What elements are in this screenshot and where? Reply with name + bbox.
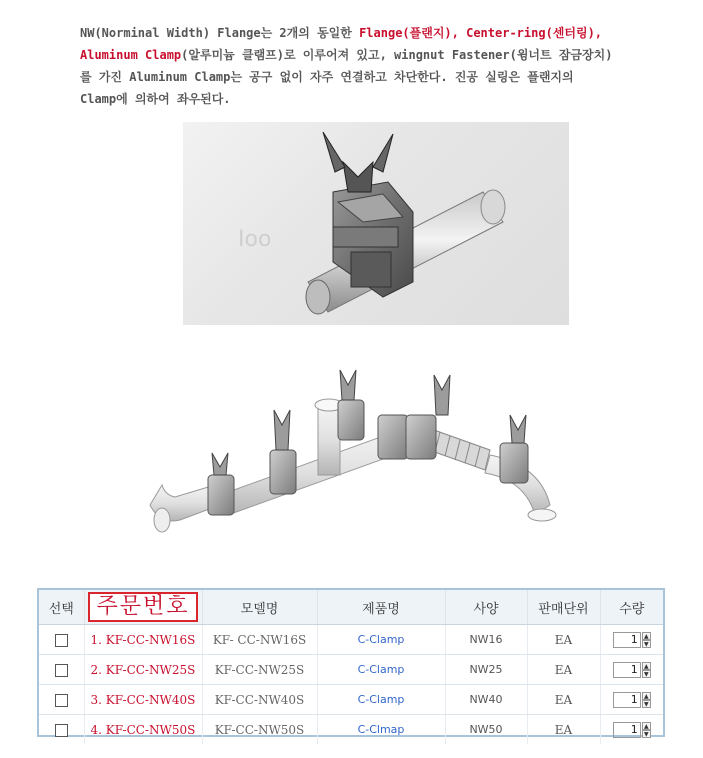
description-line-4: Clamp에 의하여 좌우된다. [80, 92, 231, 106]
clamp-photo-closeup [183, 122, 569, 325]
model-cell: KF-CC-NW40S [202, 685, 317, 715]
photo-watermark: Ioo [238, 227, 272, 252]
product-table [39, 590, 663, 744]
highlight-flange-centerring: Flange(플랜지), Center-ring(센터링), [359, 26, 603, 40]
table-row [39, 625, 663, 655]
model-cell: KF- CC-NW16S [202, 625, 317, 655]
header-model: 모델명 [202, 590, 317, 625]
unit-cell: EA [527, 685, 600, 715]
assembly-illustration [140, 355, 580, 555]
spec-cell: NW25 [445, 655, 527, 685]
table-row [39, 715, 663, 745]
spec-cell: NW50 [445, 715, 527, 745]
unit-cell: EA [527, 625, 600, 655]
quantity-stepper [613, 692, 651, 708]
qty-up-arrow-icon[interactable]: ▲ [642, 632, 651, 640]
table-header-row [39, 590, 663, 625]
header-unit: 판매단위 [527, 590, 600, 625]
product-cell: C-Clamp [317, 625, 445, 655]
order-no-cell: 2. KF-CC-NW25S [84, 655, 202, 685]
product-cell: C-Clamp [317, 685, 445, 715]
quantity-input[interactable]: 1 [613, 632, 641, 648]
header-select: 선택 [39, 590, 84, 625]
unit-cell: EA [527, 715, 600, 745]
spec-cell: NW16 [445, 625, 527, 655]
qty-down-arrow-icon[interactable]: ▼ [642, 730, 651, 738]
order-no-cell: 4. KF-CC-NW50S [84, 715, 202, 745]
header-product: 제품명 [317, 590, 445, 625]
select-checkbox[interactable] [55, 724, 68, 737]
header-spec: 사양 [445, 590, 527, 625]
select-checkbox[interactable] [55, 664, 68, 677]
quantity-input[interactable]: 1 [613, 662, 641, 678]
quantity-stepper [613, 662, 651, 678]
table-row [39, 655, 663, 685]
quantity-input[interactable]: 1 [613, 722, 641, 738]
description-line-1: NW(Norminal Width) Flange는 2개의 동일한 Flange(플랜지), Center-ring(센터링), [80, 26, 603, 40]
product-description [80, 22, 630, 110]
model-cell: KF-CC-NW50S [202, 715, 317, 745]
clamp-illustration [183, 122, 569, 325]
qty-up-arrow-icon[interactable]: ▲ [642, 722, 651, 730]
header-qty: 수량 [600, 590, 663, 625]
qty-down-arrow-icon[interactable]: ▼ [642, 670, 651, 678]
highlight-aluminum-clamp: Aluminum Clamp [80, 48, 182, 62]
qty-up-arrow-icon[interactable]: ▲ [642, 662, 651, 670]
description-line-2: Aluminum Clamp(알루미늄 클램프)로 이루어져 있고, wingnut Fastener(윙너트 잠금장치) [80, 48, 613, 62]
order-no-cell: 3. KF-CC-NW40S [84, 685, 202, 715]
header-order-no [84, 590, 202, 625]
quantity-stepper [613, 722, 651, 738]
model-cell: KF-CC-NW25S [202, 655, 317, 685]
product-cell: C-Clmap [317, 715, 445, 745]
qty-up-arrow-icon[interactable]: ▲ [642, 692, 651, 700]
select-checkbox[interactable] [55, 694, 68, 707]
unit-cell: EA [527, 655, 600, 685]
spec-cell: NW40 [445, 685, 527, 715]
product-cell: C-Clamp [317, 655, 445, 685]
quantity-stepper [613, 632, 651, 648]
select-checkbox[interactable] [55, 634, 68, 647]
qty-down-arrow-icon[interactable]: ▼ [642, 700, 651, 708]
clamp-assembly-photo [140, 355, 580, 555]
description-line-3: 를 가진 Aluminum Clamp는 공구 없이 자주 연결하고 차단한다. 진공 실링은 플랜지의 [80, 70, 574, 84]
quantity-input[interactable]: 1 [613, 692, 641, 708]
order-no-highlight: 주문번호 [88, 592, 197, 622]
table-row [39, 685, 663, 715]
qty-down-arrow-icon[interactable]: ▼ [642, 640, 651, 648]
order-table [37, 588, 665, 737]
order-no-cell: 1. KF-CC-NW16S [84, 625, 202, 655]
